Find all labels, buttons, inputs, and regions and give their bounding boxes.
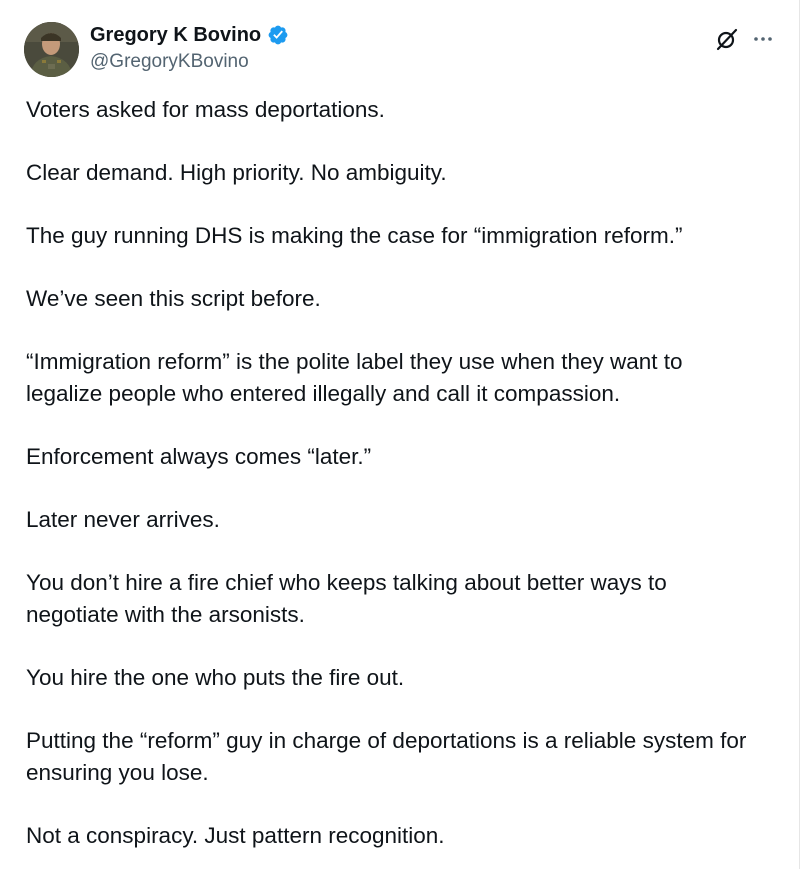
post-paragraph: Later never arrives. [26,507,220,532]
post-paragraph: You hire the one who puts the fire out. [26,665,405,690]
verified-badge-icon[interactable] [267,24,289,46]
avatar[interactable] [24,22,79,77]
post-paragraph: The guy running DHS is making the case for “immigration reform.” [26,223,683,248]
avatar-image [24,22,79,77]
author-display-name[interactable]: Gregory K Bovino [90,24,262,46]
post-paragraph: “Immigration reform” is the polite label they use when they want to legalize people who entered illegally and call it compassion. [26,349,683,406]
post-paragraph: We’ve seen this script before. [26,286,321,311]
post-paragraph: You don’t hire a fire chief who keeps talking about better ways to negotiate with the arsonists. [26,570,667,627]
post-paragraph: Putting the “reform” guy in charge of deportations is a reliable system for ensuring you lose. [26,728,747,785]
grok-icon[interactable] [714,26,740,52]
post-paragraph: Voters asked for mass deportations. [26,97,385,122]
author-name-row [90,22,289,48]
post-paragraph: Enforcement always comes “later.” [26,444,372,469]
post-paragraph: Clear demand. High priority. No ambiguity. [26,160,447,185]
post-body [26,94,786,883]
more-options-icon[interactable] [750,26,776,52]
post-paragraph: Not a conspiracy. Just pattern recognition. [26,823,445,848]
author-handle[interactable]: @GregoryKBovino [90,51,249,72]
